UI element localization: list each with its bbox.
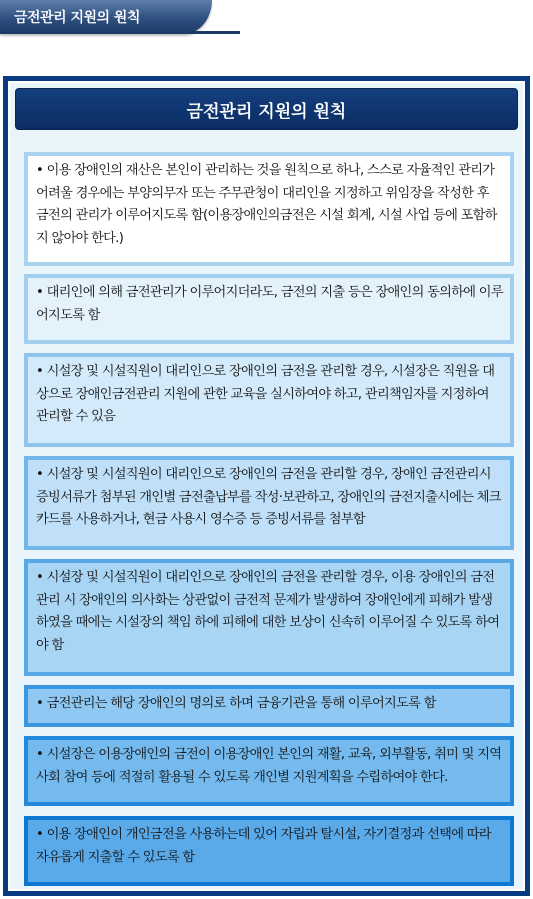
principle-item-5 <box>24 559 514 676</box>
principle-item-8 <box>24 816 514 886</box>
principle-item-6 <box>24 685 514 727</box>
section-tab <box>0 0 212 34</box>
principle-text: • 시설장 및 시설직원이 대리인으로 장애인의 금전을 관리할 경우, 시설장은 직원을 대상으로 장애인금전관리 지원에 관한 교육을 실시하여야 하고, 관리책임자를 지정하여 관리할 수 있음 <box>36 364 495 424</box>
panel-inner <box>8 81 525 891</box>
principle-text: • 금전관리는 해당 장애인의 명의로 하며 금융기관을 통해 이루어지도록 함 <box>36 696 436 711</box>
principles-panel <box>3 76 530 896</box>
principle-item-1 <box>24 152 514 266</box>
principle-text: • 대리인에 의해 금전관리가 이루어지더라도, 금전의 지출 등은 장애인의 동의하에 이루어지도록 함 <box>36 285 503 323</box>
principle-text: • 이용 장애인이 개인금전을 사용하는데 있어 자립과 탈시설, 자기결정과 선택에 따라 자유롭게 지출할 수 있도록 함 <box>36 827 491 865</box>
principle-item-3 <box>24 353 514 447</box>
principle-item-2 <box>24 274 514 344</box>
principle-item-4 <box>24 456 514 550</box>
principle-text: • 시설장 및 시설직원이 대리인으로 장애인의 금전을 관리할 경우, 이용 장애인의 금전관리 시 장애인의 의사화는 상관없이 금전적 문제가 발생하여 장애인에게 피해가 발생하였을 때에는 시설장의 책임 하에 피해에 대한 보상이 신속히 이루어질 수 있도록 하여야 함 <box>36 570 500 653</box>
principle-text: • 시설장 및 시설직원이 대리인으로 장애인의 금전을 관리할 경우, 장애인 금전관리시 증빙서류가 첨부된 개인별 금전출납부를 작성·보관하고, 장애인의 금전지출시에는 체크카드를 사용하거나, 현금 사용시 영수증 등 증빙서류를 첨부함 <box>36 467 501 527</box>
principle-item-7 <box>24 736 514 806</box>
panel-title: 금전관리 지원의 원칙 <box>186 101 347 122</box>
principle-text: • 이용 장애인의 재산은 본인이 관리하는 것을 원칙으로 하나, 스스로 자율적인 관리가 어려울 경우에는 부양의무자 또는 주무관청이 대리인을 지정하고 위임장을 작성한 후 금전의 관리가 이루어지도록 함(이용장애인의금전은 시설 회계, 시설 사업 등에 포함하지 않아야 한다.) <box>36 163 497 246</box>
principle-text: • 시설장은 이용장애인의 금전이 이용장애인 본인의 재활, 교육, 외부활동, 취미 및 지역사회 참여 등에 적절히 활용될 수 있도록 개인별 지원계획을 수립하여야 한다. <box>36 747 502 785</box>
panel-title-bar <box>15 88 518 130</box>
section-tab-label: 금전관리 지원의 원칙 <box>14 10 140 26</box>
